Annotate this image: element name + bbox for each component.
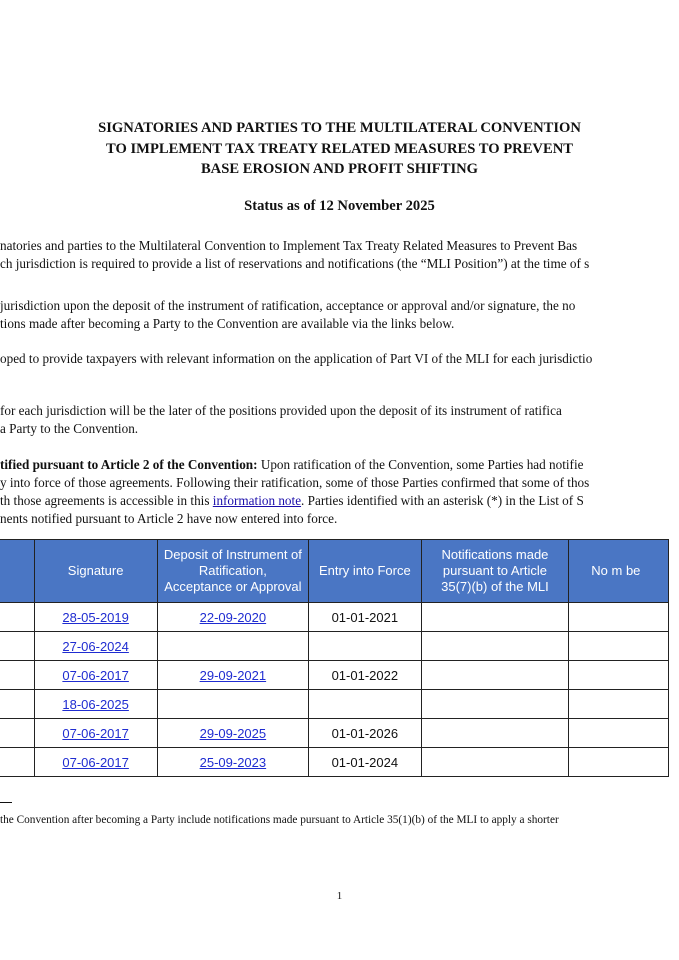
notifications-header: Notifications made pursuant to Article 35(7)(b) of the MLI bbox=[421, 540, 569, 603]
entry-into-force-value bbox=[309, 690, 422, 719]
jurisdiction-header bbox=[0, 540, 34, 603]
position-paragraph bbox=[0, 402, 679, 438]
deposit-line-1: jurisdiction upon the deposit of the instrument of ratification, acceptance or approval and/or signature, the no bbox=[0, 298, 576, 313]
article-2-line-1-text: Upon ratification of the Convention, some Parties had notifie bbox=[257, 457, 584, 472]
title-line-3: BASE EROSION AND PROFIT SHIFTING bbox=[200, 161, 479, 177]
entry-into-force-value: 01-01-2022 bbox=[309, 661, 422, 690]
entry-into-force-value bbox=[309, 632, 422, 661]
footnote-text: the Convention after becoming a Party include notifications made pursuant to Article 35(1)(b) of the MLI to apply a shorter bbox=[0, 814, 559, 826]
entry-into-force-header: Entry into Force bbox=[309, 540, 422, 603]
table-row bbox=[0, 603, 669, 632]
title-line-1: SIGNATORIES AND PARTIES TO THE MULTILATERAL CONVENTION bbox=[98, 120, 581, 136]
signature-link[interactable]: 07-06-2017 bbox=[62, 754, 129, 770]
table-body bbox=[0, 603, 669, 777]
signature-link[interactable]: 07-06-2017 bbox=[62, 725, 129, 741]
footnote-divider bbox=[0, 802, 12, 803]
signature-link[interactable]: 28-05-2019 bbox=[62, 609, 129, 625]
deposit-link[interactable]: 25-09-2023 bbox=[199, 754, 267, 770]
part-vi-paragraph bbox=[0, 350, 679, 368]
article-2-line-2: y into force of those agreements. Following their ratification, some of those Parties confirmed that some of thos bbox=[0, 475, 590, 490]
intro-paragraph bbox=[0, 237, 679, 273]
deposit-link[interactable]: 22-09-2020 bbox=[199, 609, 267, 625]
deposit-line-2: tions made after becoming a Party to the Convention are available via the links below. bbox=[0, 316, 455, 331]
table-row bbox=[0, 748, 669, 777]
table-header-row bbox=[0, 540, 669, 603]
article-2-paragraph bbox=[0, 456, 679, 528]
last-column-header: No m be bbox=[569, 540, 669, 603]
deposit-header: Deposit of Instrument of Ratification, Acceptance or Approval bbox=[157, 540, 308, 603]
signature-header: Signature bbox=[34, 540, 157, 603]
article-2-line-3-post: . Parties identified with an asterisk (*) in the List of S bbox=[301, 493, 584, 508]
deposit-paragraph bbox=[0, 297, 679, 333]
table-row bbox=[0, 632, 669, 661]
entry-into-force-value: 01-01-2021 bbox=[309, 603, 422, 632]
article-2-heading: tified pursuant to Article 2 of the Convention: bbox=[0, 457, 258, 472]
intro-line-2: ch jurisdiction is required to provide a list of reservations and notifications (the “MLI Position”) at the time of s bbox=[0, 256, 590, 271]
deposit-link[interactable]: 29-09-2021 bbox=[199, 667, 267, 683]
status-date: Status as of 12 November 2025 bbox=[244, 198, 435, 214]
article-2-line-1 bbox=[0, 456, 679, 474]
entry-into-force-value: 01-01-2026 bbox=[309, 719, 422, 748]
signature-link[interactable]: 18-06-2025 bbox=[62, 696, 129, 712]
article-2-line-4: nents notified pursuant to Article 2 have now entered into force. bbox=[0, 511, 338, 526]
deposit-link[interactable]: 29-09-2025 bbox=[199, 725, 267, 741]
entry-into-force-value: 01-01-2024 bbox=[309, 748, 422, 777]
table-row bbox=[0, 690, 669, 719]
signature-link[interactable]: 07-06-2017 bbox=[62, 667, 129, 683]
article-2-line-3-pre: th those agreements is accessible in this bbox=[0, 493, 213, 508]
intro-line-1: natories and parties to the Multilateral Convention to Implement Tax Treaty Related Measures to Prevent Bas bbox=[0, 238, 578, 253]
table-row bbox=[0, 719, 669, 748]
page-number: 1 bbox=[336, 890, 343, 902]
part-vi-line-1: oped to provide taxpayers with relevant information on the application of Part VI of the MLI for each jurisdictio bbox=[0, 351, 593, 366]
mli-status-table bbox=[0, 539, 669, 777]
title-line-2: TO IMPLEMENT TAX TREATY RELATED MEASURES TO PREVENT bbox=[106, 140, 573, 157]
signature-link[interactable]: 27-06-2024 bbox=[62, 638, 129, 654]
position-line-1: for each jurisdiction will be the later of the positions provided upon the deposit of its instrument of ratifica bbox=[0, 403, 562, 418]
article-2-line-3 bbox=[0, 492, 679, 510]
table-row bbox=[0, 661, 669, 690]
document-title bbox=[0, 118, 679, 180]
information-note-link[interactable]: information note bbox=[212, 493, 302, 508]
position-line-2: a Party to the Convention. bbox=[0, 421, 139, 436]
